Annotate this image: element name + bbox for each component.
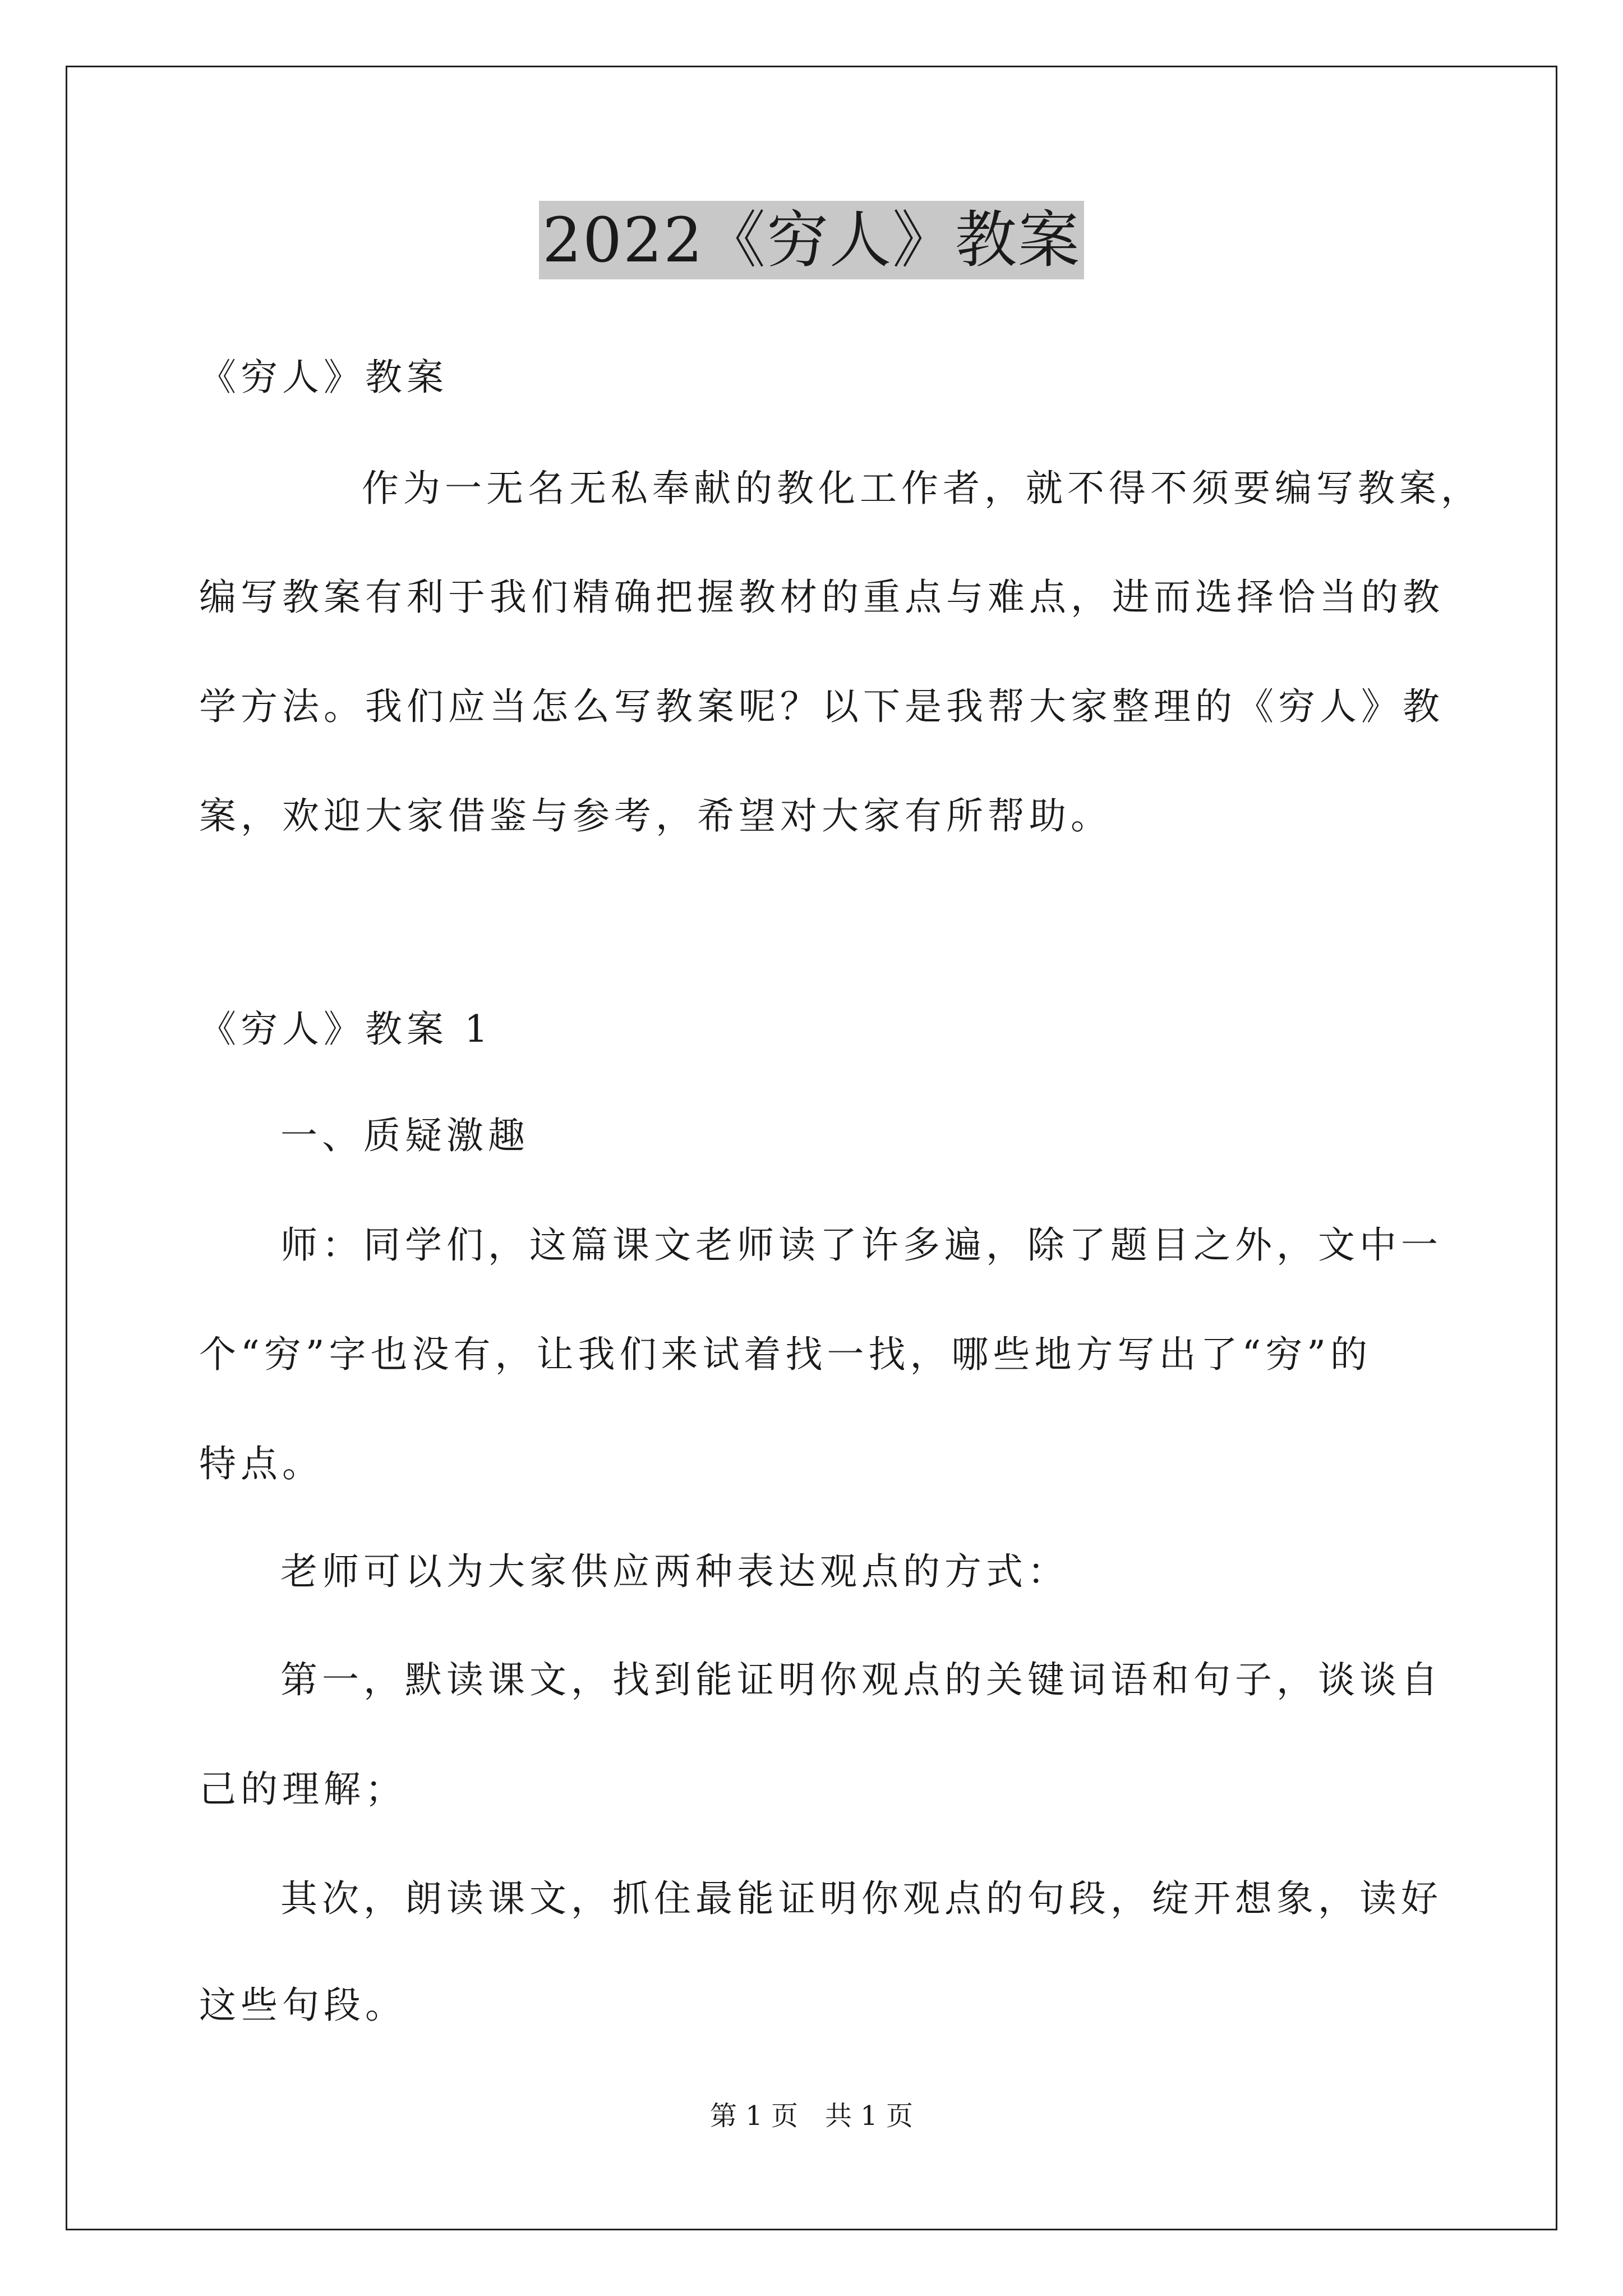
page-footer: 第 1 页 共 1 页 — [709, 2100, 914, 2132]
body-line-6: 己的理解； — [199, 1768, 407, 1811]
title-container — [0, 201, 1623, 279]
intro-line-4: 案，欢迎大家借鉴与参考，希望对大家有所帮助。 — [199, 794, 1112, 838]
body-line-5: 第一，默读课文，找到能证明你观点的关键词语和句子，谈谈自 — [280, 1658, 1442, 1701]
body-line-3: 特点。 — [199, 1442, 324, 1485]
body-line-8: 这些句段。 — [199, 1984, 407, 2027]
part-heading: 一、质疑激趣 — [280, 1114, 529, 1157]
body-line-2: 个“穷”字也没有，让我们来试着找一找，哪些地方写出了“穷”的 — [199, 1333, 1372, 1376]
intro-line-3: 学方法。我们应当怎么写教案呢？以下是我帮大家整理的《穷人》教 — [199, 685, 1444, 728]
subtitle: 《穷人》教案 — [199, 356, 448, 399]
body-line-7: 其次，朗读课文，抓住最能证明你观点的句段，绽开想象，读好 — [280, 1877, 1442, 1920]
body-line-4: 老师可以为大家供应两种表达观点的方式： — [280, 1550, 1069, 1593]
section-heading: 《穷人》教案 1 — [199, 1007, 492, 1051]
body-line-1: 师：同学们，这篇课文老师读了许多遍，除了题目之外，文中一 — [280, 1223, 1442, 1267]
intro-line-1: 作为一无名无私奉献的教化工作者，就不得不须要编写教案， — [362, 467, 1482, 510]
page-title: 2022《穷人》教案 — [539, 201, 1084, 279]
intro-line-2: 编写教案有利于我们精确把握教材的重点与难点，进而选择恰当的教 — [199, 576, 1444, 619]
